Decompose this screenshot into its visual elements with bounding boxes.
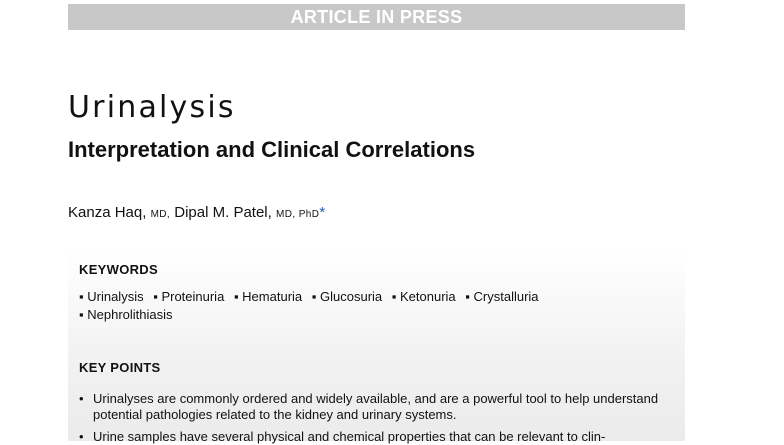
keyword: ▪ Proteinuria — [153, 289, 224, 304]
keywords-heading: KEYWORDS — [79, 262, 158, 277]
author-line — [68, 204, 325, 221]
author-degree: MD, — [150, 209, 171, 220]
key-point-item: • Urine samples have several physical and chemical properties that can be relevant to clin- — [79, 429, 669, 445]
article-subtitle: Interpretation and Clinical Correlations — [68, 137, 476, 162]
banner-text: ARTICLE IN PRESS — [290, 6, 463, 27]
article-in-press-banner — [68, 4, 685, 30]
corresponding-author-mark[interactable]: * — [319, 204, 326, 221]
author-name: Dipal M. Patel, — [174, 204, 272, 221]
keyword: ▪ Ketonuria — [392, 289, 456, 304]
author-name: Kanza Haq, — [68, 204, 147, 221]
keywords-line — [79, 289, 545, 304]
key-points-heading: KEY POINTS — [79, 360, 161, 375]
keywords-line — [79, 307, 179, 322]
keyword: ▪ Hematuria — [234, 289, 302, 304]
keyword: ▪ Crystalluria — [465, 289, 538, 304]
keyword: ▪ Urinalysis — [79, 289, 144, 304]
keyword: ▪ Glucosuria — [312, 289, 382, 304]
key-point-item: • Urinalyses are commonly ordered and widely available, and are a powerful tool to help understand potential pathologies related to the kidney and urinary systems. — [79, 391, 669, 423]
author-degree: MD, PhD — [275, 209, 320, 220]
article-title: Urinalysis — [68, 90, 236, 125]
keyword: ▪ Nephrolithiasis — [79, 307, 173, 322]
